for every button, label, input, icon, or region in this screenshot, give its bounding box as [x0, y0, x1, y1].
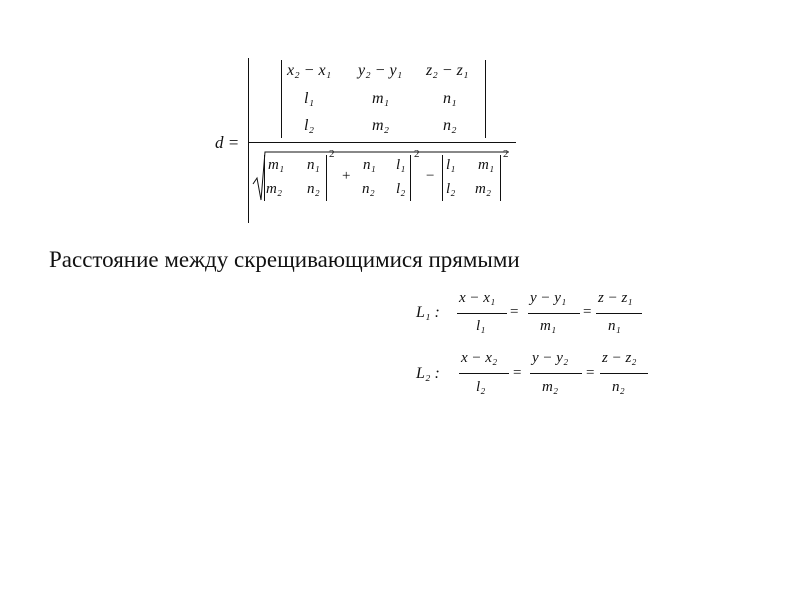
- denom-det1-power: 2: [329, 148, 335, 160]
- main-fraction-bar: [248, 142, 516, 143]
- det-cell-r1c2: y₂ − y₁: [358, 62, 403, 79]
- line-l2-equation: [0, 345, 800, 415]
- denom-det2-r1c2: l₁: [396, 157, 406, 173]
- l1-frac1-den: l₁: [476, 318, 486, 334]
- l2-frac3-den: n₂: [612, 379, 625, 395]
- l1-eq1: =: [510, 304, 519, 320]
- l1-frac3-den: n₁: [608, 318, 621, 334]
- denom-det1-left-bar: [264, 155, 265, 201]
- l1-eq2: =: [583, 304, 592, 320]
- l1-frac3-bar: [596, 313, 642, 314]
- denom-det3-r2c1: l₂: [446, 181, 456, 197]
- det-cell-r3c1: l₂: [304, 117, 315, 134]
- line-l1-equation: [0, 280, 800, 350]
- l2-frac2-bar: [530, 373, 582, 374]
- l2-frac2-num: y − y₂: [532, 350, 569, 366]
- numerator-det-right-bar: [485, 60, 486, 138]
- det-cell-r1c3: z₂ − z₁: [426, 62, 469, 79]
- l2-frac1-den: l₂: [476, 379, 486, 395]
- denom-det2-right-bar: [410, 155, 411, 201]
- l2-frac2-den: m₂: [542, 379, 559, 395]
- denom-det3-right-bar: [500, 155, 501, 201]
- det-cell-r2c2: m₁: [372, 90, 390, 107]
- det-cell-r1c1: x₂ − x₁: [287, 62, 332, 79]
- det-cell-r2c3: n₁: [443, 90, 457, 107]
- l2-frac1-num: x − x₂: [461, 350, 498, 366]
- numerator-det-left-bar: [281, 60, 282, 138]
- denom-det3-power: 2: [503, 148, 509, 160]
- radical-sign-icon: [251, 148, 511, 208]
- radical-stroke: [248, 58, 249, 223]
- l2-label: L₂ :: [416, 365, 440, 382]
- denom-det3-left-bar: [442, 155, 443, 201]
- denom-det1-r2c2: n₂: [307, 181, 320, 197]
- l1-frac3-num: z − z₁: [598, 290, 633, 306]
- det-cell-r2c1: l₁: [304, 90, 315, 107]
- l1-frac1-num: x − x₁: [459, 290, 496, 306]
- denom-det3-r2c2: m₂: [475, 181, 492, 197]
- l2-eq1: =: [513, 365, 522, 381]
- denom-det2-r2c2: l₂: [396, 181, 406, 197]
- slide-heading: Расстояние между скрещивающимися прямыми: [49, 247, 520, 272]
- l2-frac3-bar: [600, 373, 648, 374]
- formula-lhs: d =: [215, 133, 240, 152]
- l1-label: L₁ :: [416, 304, 440, 321]
- det-cell-r3c3: n₂: [443, 117, 457, 134]
- denom-plus-sign: +: [342, 168, 351, 184]
- denom-det2-power: 2: [414, 148, 420, 160]
- l2-frac3-num: z − z₂: [602, 350, 637, 366]
- denom-det1-r1c1: m₁: [268, 157, 285, 173]
- denom-det2-r2c1: n₂: [362, 181, 375, 197]
- distance-formula: [0, 0, 800, 240]
- l1-frac2-bar: [528, 313, 580, 314]
- l1-frac1-bar: [457, 313, 507, 314]
- denom-det2-r1c1: n₁: [363, 157, 376, 173]
- denom-det3-r1c1: l₁: [446, 157, 456, 173]
- denom-minus-sign: −: [426, 168, 435, 184]
- denom-det1-r1c2: n₁: [307, 157, 320, 173]
- denom-det1-r2c1: m₂: [266, 181, 283, 197]
- det-cell-r3c2: m₂: [372, 117, 390, 134]
- l2-frac1-bar: [459, 373, 509, 374]
- l1-frac2-den: m₁: [540, 318, 557, 334]
- denom-det3-r1c2: m₁: [478, 157, 495, 173]
- l1-frac2-num: y − y₁: [530, 290, 567, 306]
- l2-eq2: =: [586, 365, 595, 381]
- denom-det1-right-bar: [326, 155, 327, 201]
